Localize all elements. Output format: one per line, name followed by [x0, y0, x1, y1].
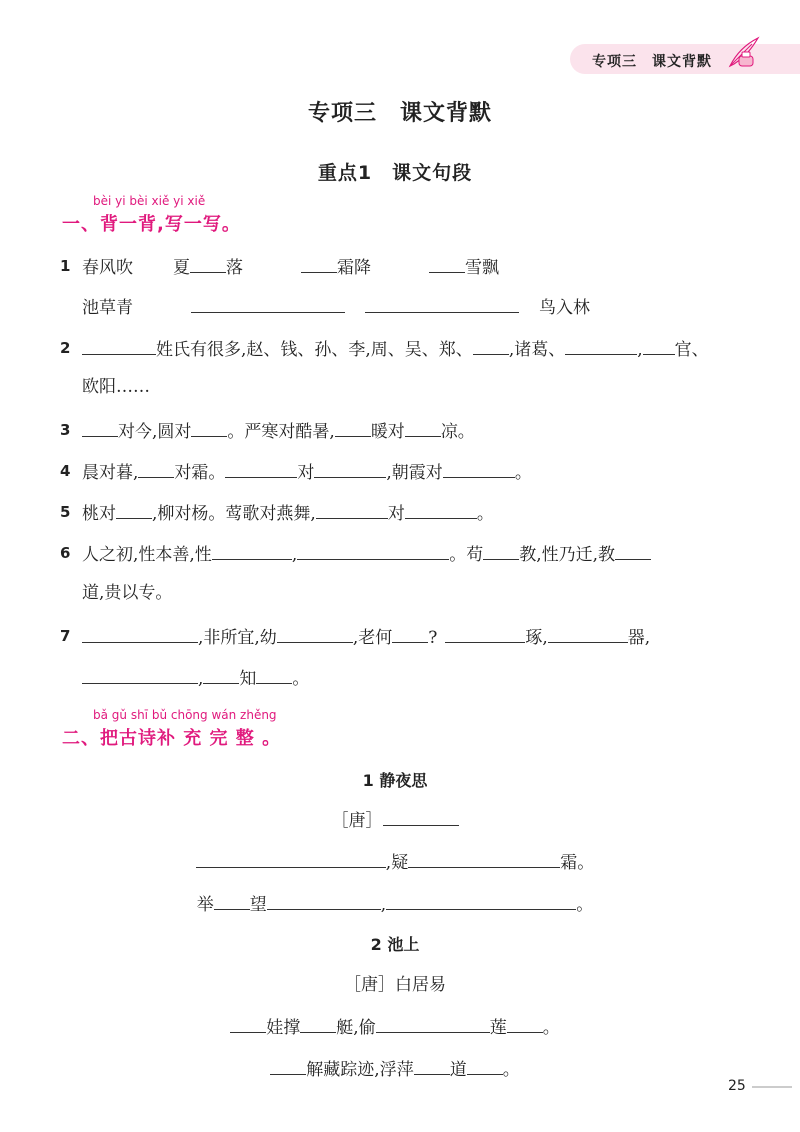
q5-line — [82, 500, 494, 525]
blank[interactable] — [190, 254, 226, 273]
q4-text: 对霜。 — [174, 463, 226, 483]
poem-text: 霜。 — [560, 853, 595, 873]
blank[interactable] — [214, 891, 250, 910]
section2-title: 二、把古诗补 充 完 整 。 — [62, 728, 282, 749]
q7-text: 器, — [627, 628, 651, 648]
q7-text: ,老何 — [352, 628, 393, 648]
blank[interactable] — [392, 624, 428, 643]
q6-text: 人之初,性本善,性 — [82, 545, 212, 565]
blank[interactable] — [191, 294, 345, 313]
blank[interactable] — [212, 541, 292, 560]
poem-text: 。 — [576, 895, 594, 915]
question-number: 6 — [60, 544, 71, 562]
blank[interactable] — [196, 849, 386, 868]
poem2-author-line: ［唐］白居易 — [344, 975, 446, 995]
section-subtitle: 重点1 课文句段 — [317, 162, 473, 184]
q2-text: , — [637, 340, 643, 360]
poem-text: 。 — [542, 1018, 560, 1038]
page-title: 专项三 课文背默 — [307, 101, 492, 126]
q4-line — [82, 459, 532, 484]
q3-text: 凉。 — [440, 422, 475, 442]
q3-text: 暖对 — [370, 422, 405, 442]
blank[interactable] — [191, 418, 227, 437]
q3-text: 对今,圆对 — [118, 422, 192, 442]
blank[interactable] — [82, 665, 198, 684]
q1-text: 雪飘 — [465, 258, 499, 278]
blank[interactable] — [429, 254, 465, 273]
q6-text: , — [291, 545, 298, 565]
blank[interactable] — [225, 459, 297, 478]
blank[interactable] — [82, 624, 198, 643]
blank[interactable] — [565, 336, 637, 355]
q1-text: 霜降 — [337, 258, 371, 278]
q1-text: 池草青 — [82, 298, 133, 318]
poem2-title: 2 池上 — [370, 935, 420, 954]
q5-text: 对 — [387, 504, 405, 524]
q7-text: , — [198, 669, 204, 689]
q4-text: 晨对暮, — [82, 463, 139, 483]
blank[interactable] — [335, 418, 371, 437]
poem-text: 。 — [502, 1060, 520, 1080]
q6-line2 — [82, 582, 172, 604]
question-number: 5 — [60, 503, 71, 521]
q7-text: ,非所宜,幼 — [198, 628, 277, 648]
q4-text: 对 — [297, 463, 315, 483]
q2-line2 — [82, 376, 150, 398]
blank[interactable] — [267, 891, 381, 910]
blank[interactable] — [203, 665, 239, 684]
poem1-author-line — [0, 806, 790, 831]
q7-text: 琢, — [525, 628, 548, 648]
q7-text: 。 — [292, 669, 310, 689]
poem-text: 道 — [449, 1060, 467, 1080]
question-number: 3 — [60, 421, 71, 439]
q1-text: 鸟入林 — [539, 298, 590, 318]
section1-title: 一、背一背,写一写。 — [62, 214, 241, 235]
poem1-line1 — [0, 848, 790, 873]
blank[interactable] — [473, 336, 509, 355]
q1-line1 — [82, 254, 499, 279]
question-number: 4 — [60, 462, 71, 480]
blank[interactable] — [467, 1056, 503, 1075]
blank[interactable] — [82, 336, 156, 355]
blank[interactable] — [386, 891, 576, 910]
q2-text: 姓氏有很多,赵、钱、孙、李,周、吴、郑、 — [156, 340, 473, 360]
q3-text: 。严寒对酷暑, — [227, 422, 335, 442]
blank[interactable] — [300, 1014, 336, 1033]
blank[interactable] — [277, 624, 353, 643]
q2-line1 — [82, 336, 709, 361]
blank[interactable] — [414, 1056, 450, 1075]
poem-text: , — [380, 895, 387, 915]
blank[interactable] — [314, 459, 386, 478]
blank[interactable] — [405, 500, 477, 519]
q2-text: 官、 — [674, 340, 709, 360]
poem-text: 娃撑 — [266, 1018, 301, 1038]
q6-text: 。苟 — [449, 545, 484, 565]
inkpot-icon — [736, 48, 756, 68]
q5-text: ,柳对杨。莺歌对燕舞, — [152, 504, 316, 524]
question-number: 1 — [60, 257, 71, 275]
q2-text: 欧阳…… — [82, 377, 150, 397]
q7-line2 — [82, 665, 309, 690]
page-number-bar — [752, 1086, 792, 1088]
blank[interactable] — [256, 665, 292, 684]
blank[interactable] — [507, 1014, 543, 1033]
poem-text: 莲 — [489, 1018, 507, 1038]
q7-text: ? — [428, 628, 438, 648]
blank[interactable] — [270, 1056, 306, 1075]
blank[interactable] — [82, 418, 118, 437]
q5-text: 桃对 — [82, 504, 116, 524]
q6-text: 教,性乃迁,教 — [519, 545, 616, 565]
q1-text: 落 — [226, 258, 243, 278]
poem1-dynasty: ［唐］ — [331, 811, 383, 831]
q4-text: 。 — [514, 463, 532, 483]
q6-line1 — [82, 541, 651, 566]
q6-text: 道,贵以专。 — [82, 583, 173, 603]
blank[interactable] — [405, 418, 441, 437]
section1-pinyin: bèi yi bèi xiě yi xiě — [93, 194, 206, 208]
question-number: 7 — [60, 627, 71, 645]
blank[interactable] — [297, 541, 449, 560]
q7-text: 知 — [239, 669, 257, 689]
blank[interactable] — [548, 624, 628, 643]
q1-text: 夏 — [173, 258, 190, 278]
q5-text: 。 — [476, 504, 494, 524]
blank[interactable] — [138, 459, 174, 478]
poem1-title: 1 静夜思 — [362, 771, 428, 790]
poem-text: ,疑 — [385, 853, 409, 873]
blank[interactable] — [443, 459, 515, 478]
q2-text: ,诸葛、 — [508, 340, 566, 360]
blank[interactable] — [365, 294, 519, 313]
poem-text: 望 — [249, 895, 267, 915]
q7-line1 — [82, 624, 650, 649]
header-label: 专项三 课文背默 — [592, 54, 712, 70]
q4-text: ,朝霞对 — [386, 463, 443, 483]
section2-pinyin: bǎ gǔ shī bǔ chōng wán zhěng — [93, 708, 277, 722]
poem1-line2 — [0, 890, 790, 915]
q1-text: 春风吹 — [82, 258, 133, 278]
poem-text: 艇,偷 — [336, 1018, 376, 1038]
question-number: 2 — [60, 339, 71, 357]
poem-text: 解藏踪迹,浮萍 — [306, 1060, 414, 1080]
blank[interactable] — [643, 336, 675, 355]
poem-text: 举 — [196, 895, 214, 915]
blank[interactable] — [383, 807, 459, 826]
blank[interactable] — [376, 1014, 490, 1033]
blank[interactable] — [230, 1014, 266, 1033]
blank[interactable] — [316, 500, 388, 519]
q1-line2 — [82, 294, 590, 319]
blank[interactable] — [445, 624, 525, 643]
blank[interactable] — [116, 500, 152, 519]
poem2-line1 — [0, 1013, 790, 1038]
blank[interactable] — [301, 254, 337, 273]
blank[interactable] — [408, 849, 560, 868]
blank[interactable] — [483, 541, 519, 560]
blank[interactable] — [615, 541, 651, 560]
poem2-line2 — [0, 1055, 790, 1080]
q3-line — [82, 418, 475, 443]
page-number: 25 — [728, 1078, 746, 1094]
